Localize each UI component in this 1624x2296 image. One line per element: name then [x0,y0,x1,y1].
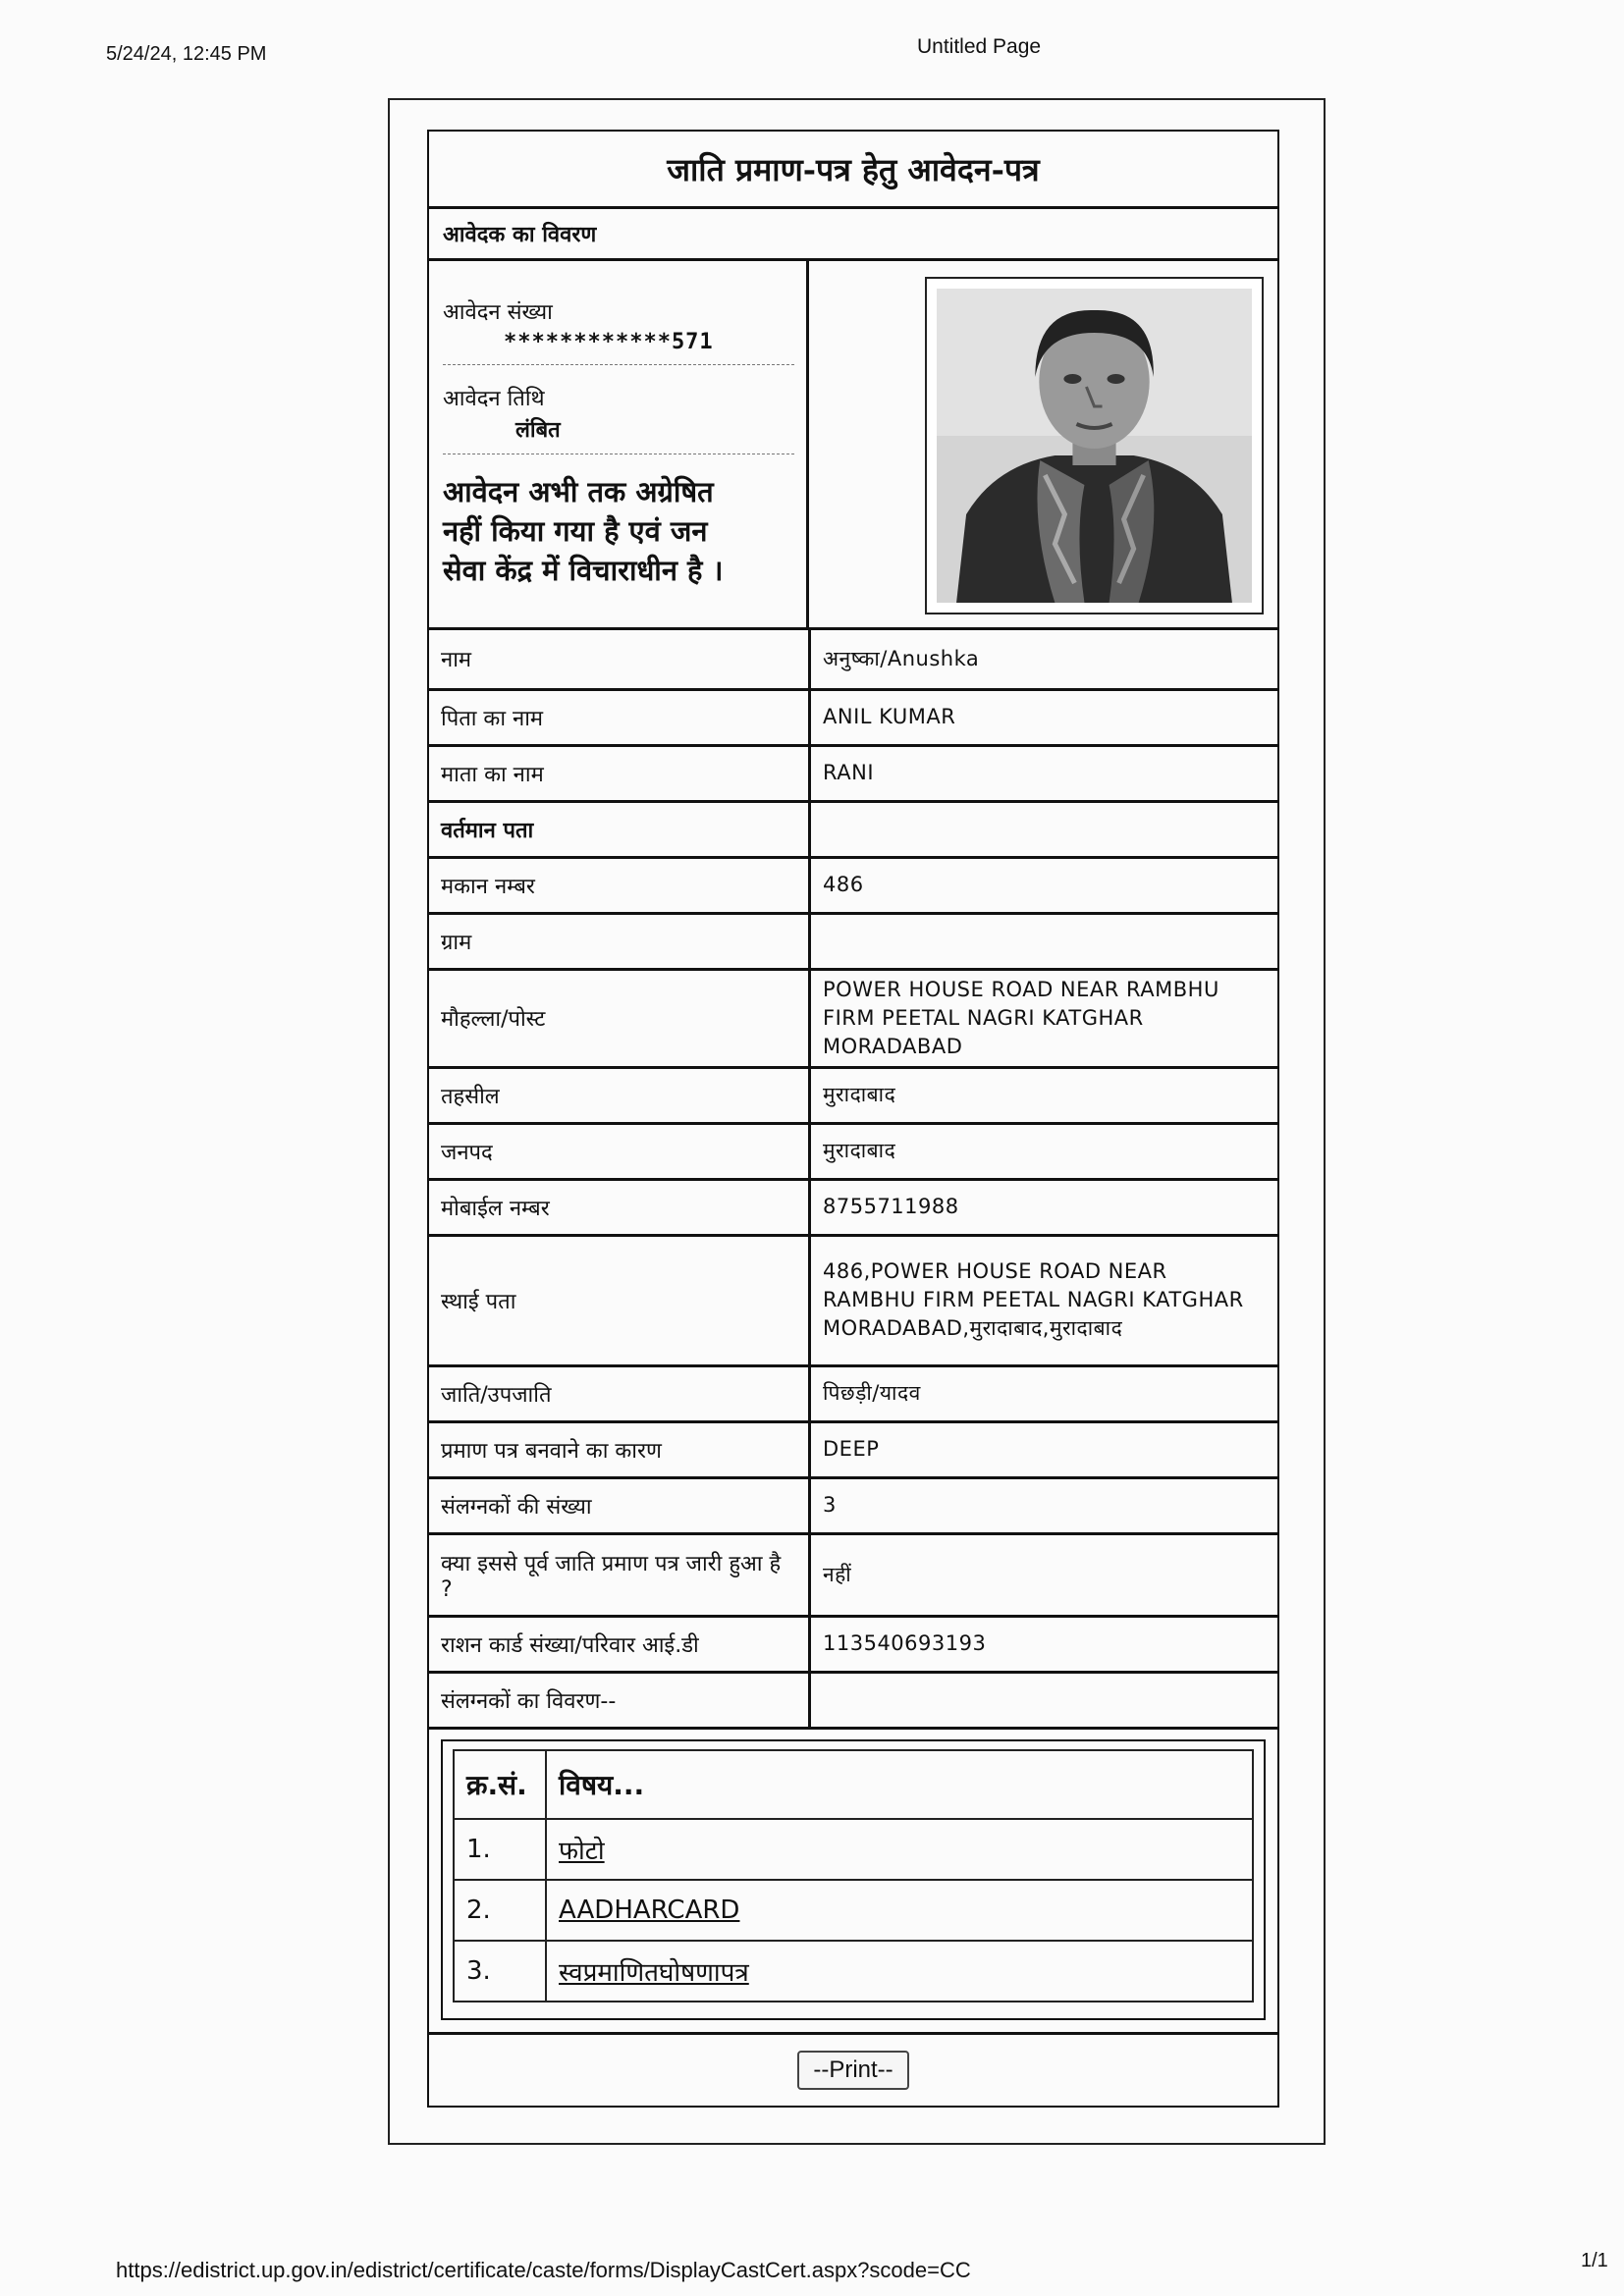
status-note [443,472,794,590]
applicant-photo [925,277,1264,614]
detail-value [810,801,1278,857]
detail-label: ग्राम [429,913,810,969]
detail-row [429,630,1277,689]
detail-row [429,801,1277,857]
attachment-cell [546,1880,1253,1941]
detail-value: पिछड़ी/यादव [810,1365,1278,1421]
detail-value: 3 [810,1477,1278,1533]
detail-label: राशन कार्ड संख्या/परिवार आई.डी [429,1616,810,1672]
attachment-link-photo[interactable]: फोटो [559,1836,605,1866]
caste-certificate-form [427,130,1279,2108]
application-date-label: आवेदन तिथि [443,387,545,411]
detail-value: नहीं [810,1533,1278,1616]
attachment-link-declaration[interactable]: स्वप्रमाणितघोषणापत्र [559,1957,749,1988]
detail-label: नाम [429,630,810,689]
application-info [429,261,809,627]
applicant-details-table [429,630,1277,1730]
section-title: आवेदक का विवरण [429,209,1277,261]
browser-page-title: Untitled Page [917,35,1042,58]
detail-row [429,1672,1277,1728]
detail-row [429,689,1277,745]
detail-label: तहसील [429,1067,810,1123]
print-row [429,2035,1277,2106]
detail-label: स्थाई पता [429,1235,810,1365]
divider [443,364,794,365]
detail-label: जनपद [429,1123,810,1179]
detail-label: संलग्नकों की संख्या [429,1477,810,1533]
detail-label: मौहल्ला/पोस्ट [429,969,810,1067]
print-button[interactable]: --Print-- [797,2051,908,2090]
attachment-cell [546,1819,1253,1880]
detail-label: संलग्नकों का विवरण-- [429,1672,810,1728]
detail-row [429,1477,1277,1533]
attachments-frame [441,1739,1266,2020]
detail-value: अनुष्का/Anushka [810,630,1278,689]
detail-row [429,1067,1277,1123]
attachment-row [454,1941,1253,2002]
attachment-link-aadhar[interactable]: AADHARCARD [559,1895,740,1925]
detail-label: मोबाईल नम्बर [429,1179,810,1235]
detail-label: प्रमाण पत्र बनवाने का कारण [429,1421,810,1477]
status-note-line: आवेदन अभी तक अग्रेषित [443,475,714,508]
attachment-serial: 3. [454,1941,546,2002]
attachments-header-row [454,1750,1253,1819]
detail-row [429,969,1277,1067]
detail-label: जाति/उपजाति [429,1365,810,1421]
detail-label: वर्तमान पता [429,801,810,857]
detail-row [429,745,1277,801]
detail-value [810,1672,1278,1728]
detail-value: 113540693193 [810,1616,1278,1672]
form-title: जाति प्रमाण-पत्र हेतु आवेदन-पत्र [429,132,1277,209]
detail-row [429,1421,1277,1477]
detail-row [429,857,1277,913]
attachment-row [454,1880,1253,1941]
photo-cell [809,261,1277,627]
detail-row [429,1533,1277,1616]
detail-row [429,1179,1277,1235]
detail-value: 486,POWER HOUSE ROAD NEAR RAMBHU FIRM PEETAL NAGRI KATGHAR MORADABAD,मुरादाबाद,मुरादाबाद [810,1235,1278,1365]
header-subject: विषय... [546,1750,1253,1819]
detail-value [810,913,1278,969]
detail-value: मुरादाबाद [810,1067,1278,1123]
attachment-serial: 1. [454,1819,546,1880]
detail-label: मकान नम्बर [429,857,810,913]
page-url: https://edistrict.up.gov.in/edistrict/certificate/caste/forms/DisplayCastCert.aspx?scode=CC [116,2258,971,2282]
application-number: ************571 [504,330,714,354]
detail-row [429,1123,1277,1179]
detail-row [429,913,1277,969]
detail-value: POWER HOUSE ROAD NEAR RAMBHU FIRM PEETAL NAGRI KATGHAR MORADABAD [810,969,1278,1067]
detail-value: DEEP [810,1421,1278,1477]
applicant-photo-image [937,289,1252,603]
detail-value: 486 [810,857,1278,913]
attachment-cell [546,1941,1253,2002]
detail-value: RANI [810,745,1278,801]
page-count: 1/1 [1581,2250,1608,2271]
print-date-time: 5/24/24, 12:45 PM [106,43,267,65]
detail-label: माता का नाम [429,745,810,801]
application-date: लंबित [515,418,561,443]
status-note-line: सेवा केंद्र में विचाराधीन है । [443,554,724,587]
attachments-table [453,1749,1254,2002]
detail-row [429,1365,1277,1421]
detail-row [429,1235,1277,1365]
detail-row [429,1616,1277,1672]
attachments-section [429,1730,1277,2035]
header-serial: क्र.सं. [454,1750,546,1819]
detail-label: क्या इससे पूर्व जाति प्रमाण पत्र जारी हुआ है ? [429,1533,810,1616]
application-number-label: आवेदन संख्या [443,300,553,325]
attachment-serial: 2. [454,1880,546,1941]
detail-value: 8755711988 [810,1179,1278,1235]
application-summary [429,261,1277,630]
detail-value: मुरादाबाद [810,1123,1278,1179]
status-note-line: नहीं किया गया है एवं जन [443,514,708,548]
attachment-row [454,1819,1253,1880]
detail-value: ANIL KUMAR [810,689,1278,745]
detail-label: पिता का नाम [429,689,810,745]
